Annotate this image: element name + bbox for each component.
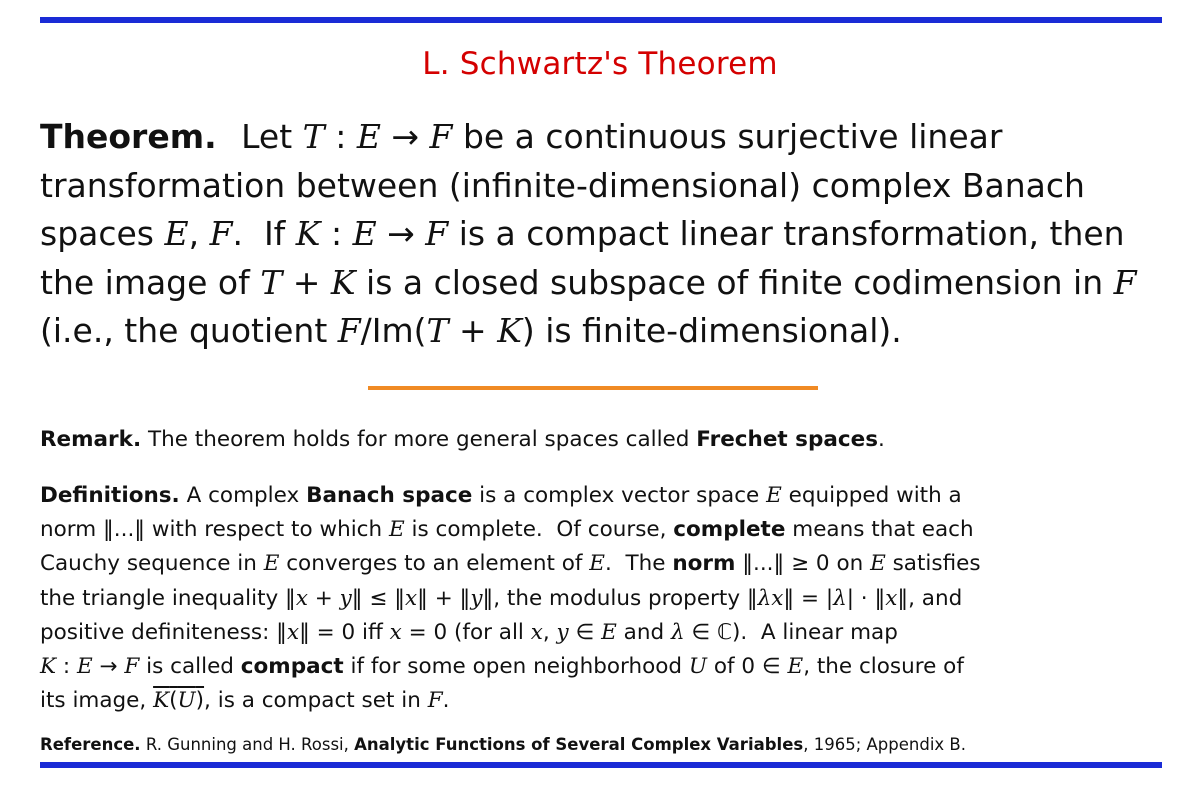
theorem-line-3: spaces E, F. If K : E → F is a compact linear transformation, then [40,214,1125,254]
reference-details: , 1965; Appendix B. [803,735,966,754]
remark-text: The theorem holds for more general spaces called [147,427,690,452]
reference-line [40,733,1165,757]
bottom-rule [40,762,1162,768]
page-title: L. Schwartz's Theorem [422,46,778,82]
theorem-block [40,113,1165,356]
definitions-line-3: Cauchy sequence in E converges to an element of E. The norm ‖...‖ ≥ 0 on E satisfies [40,551,981,577]
definitions-line-6: K : E → F is called compact if for some open neighborhood U of 0 ∈ E, the closure of [40,654,964,680]
definitions-line-7: its image, K(U), is a compact set in F. [40,688,450,714]
top-rule [40,17,1162,23]
theorem-line-1: Theorem. Let T : E → F be a continuous surjective linear [40,117,1003,156]
section-divider [368,386,818,390]
theorem-line-2: transformation between (infinite-dimensional) complex Banach [40,165,1085,205]
definitions-line-2: norm ‖...‖ with respect to which E is complete. Of course, complete means that each [40,517,974,543]
definitions-heading: Definitions. [40,483,180,508]
remark-heading: Remark. [40,427,142,452]
remark-paragraph [40,424,1165,456]
definitions-line-5: positive definiteness: ‖x‖ = 0 iff x = 0 (for all x, y ∈ E and λ ∈ ℂ). A linear map [40,619,898,645]
definitions-line-4: the triangle inequality ‖x + y‖ ≤ ‖x‖ + ‖y‖, the modulus property ‖λx‖ = |λ| · ‖x‖, and [40,585,963,611]
theorem-line-5: (i.e., the quotient F/Im(T + K) is finite-dimensional). [40,311,902,351]
reference-book-title: Analytic Functions of Several Complex Variables [354,735,804,754]
theorem-heading: Theorem. [40,117,217,156]
theorem-line-4: the image of T + K is a closed subspace of finite codimension in F [40,262,1137,302]
remark-end: . [878,427,885,452]
definitions-line-1: Definitions. A complex Banach space is a complex vector space E equipped with a [40,483,962,508]
reference-heading: Reference. [40,735,141,754]
remark-bold-term: Frechet spaces [696,427,878,452]
definitions-paragraph [40,479,1165,718]
reference-authors: R. Gunning and H. Rossi, [145,735,349,754]
